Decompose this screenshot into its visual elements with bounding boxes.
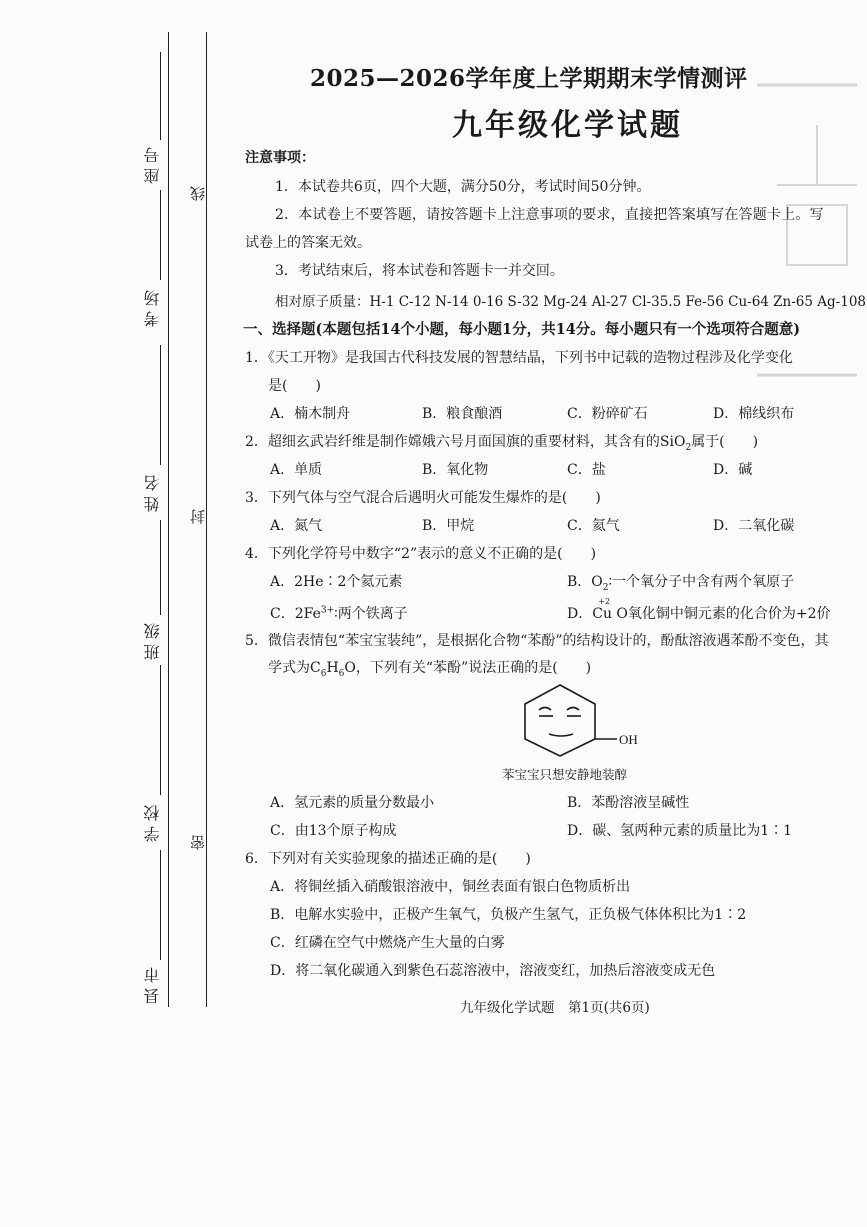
q4-option-d-text: O氧化铜中铜元素的化合价为+2价 (611, 606, 831, 622)
q4-option-c (270, 603, 408, 623)
seal-mark-secret: 密 (187, 832, 205, 853)
field-line-room (160, 190, 161, 280)
q2-stem-tail: 属于( ) (691, 434, 759, 450)
field-label-seat: 座号 (143, 142, 162, 184)
oh-label: OH (619, 732, 638, 747)
q5-formula-c-sub: 6 (320, 668, 327, 679)
q4-stem: 4．下列化学符号中数字“2”表示的意义不正确的是( ) (245, 546, 597, 562)
page-footer: 九年级化学试题 第1页(共6页) (460, 1000, 650, 1016)
q5-formula-h: H (326, 660, 339, 676)
exam-subtitle: 九年级化学试题 (452, 108, 683, 143)
q4-option-d-valence: +2 (598, 597, 611, 606)
q3-option-d: D．二氧化碳 (713, 518, 795, 534)
q4-option-b-sub: 2 (602, 582, 609, 593)
field-line-class (160, 520, 161, 615)
q4-option-d-cu: Cu (592, 606, 612, 622)
field-line-county (160, 850, 161, 960)
q6-option-b: B．电解水实验中，正极产生氧气，负极产生氢气，正负极气体体积比为1∶2 (270, 907, 747, 923)
field-label-class: 班级 (143, 618, 162, 660)
q5-option-c: C．由13个原子构成 (270, 823, 397, 839)
note-item-2: 2．本试卷上不要答题，请按答题卡上注意事项的要求，直接把答案填写在答题卡上。写 (275, 207, 824, 223)
q5-stem-line1: 5．微信表情包“苯宝宝装纯”，是根据化合物“苯酚”的结构设计的，酚酞溶液遇苯酚不变色，其 (245, 633, 829, 649)
q5-formula-h-sub: 6 (338, 668, 345, 679)
q6-option-c: C．红磷在空气中燃烧产生大量的白雾 (270, 935, 505, 951)
q3-stem: 3．下列气体与空气混合后遇明火可能发生爆炸的是( ) (245, 490, 601, 506)
q5-option-b: B．苯酚溶液呈碱性 (567, 795, 690, 811)
q2-option-b: B．氧化物 (422, 462, 489, 478)
atomic-masses: 相对原子质量：H-1 C-12 N-14 0-16 S-32 Mg-24 Al-27 Cl-35.5 Fe-56 Cu-64 Zn-65 Ag-108 (275, 294, 866, 310)
q4-option-b-label: B．O (567, 574, 603, 590)
left-eye (539, 708, 551, 711)
note-item-2-cont: 试卷上的答案无效。 (245, 235, 371, 251)
q2-stem-sub: 2 (685, 442, 692, 453)
field-label-name: 姓名 (143, 470, 162, 512)
seal-mark-line: 线 (187, 183, 205, 204)
q4-option-b-text: ∶一个氧分子中含有两个氧原子 (608, 574, 795, 590)
q6-option-a: A．将铜丝插入硝酸银溶液中，铜丝表面有银白色物质析出 (270, 879, 631, 895)
exam-title: 2025—2026学年度上学期期末学情测评 (310, 65, 748, 92)
q1-option-b: B．粮食酿酒 (422, 406, 503, 422)
q1-option-a: A．楠木制舟 (270, 406, 351, 422)
q1-option-c: C．粉碎矿石 (567, 406, 648, 422)
q5-stem-tail: O，下列有关“苯酚”说法正确的是( ) (344, 660, 592, 676)
q5-stem-line2 (268, 657, 591, 679)
q4-option-c-sup: 3+ (320, 605, 335, 616)
q4-option-c-label: C．2Fe (270, 606, 321, 622)
q5-option-a: A．氢元素的质量分数最小 (270, 795, 435, 811)
q2-stem (245, 431, 758, 453)
q1-option-d: D．棉线织布 (713, 406, 795, 422)
q2-option-d: D．碱 (713, 462, 753, 478)
q4-option-d-label: D． (567, 606, 593, 622)
right-eye (567, 708, 579, 711)
field-line-seat (160, 52, 161, 140)
q4-option-a: A．2He∶2个氦元素 (270, 574, 403, 590)
q5-formula-c: 学式为C (268, 660, 321, 676)
q6-option-d: D．将二氧化碳通入到紫色石蕊溶液中，溶液变红，加热后溶液变成无色 (270, 963, 716, 979)
field-label-county: 县市 (143, 962, 162, 1004)
notes-heading: 注意事项： (245, 150, 315, 166)
q4-option-b (567, 571, 794, 593)
q4-option-c-text: ∶两个铁离子 (334, 606, 408, 622)
field-line-school (160, 665, 161, 795)
q3-option-c: C．氦气 (567, 518, 620, 534)
q2-stem-text: 2．超细玄武岩纤维是制作嫦娥六号月面国旗的重要材料，其含有的SiO (245, 434, 686, 450)
field-label-school: 学校 (143, 800, 162, 842)
benzene-ring (525, 685, 595, 756)
field-line-name (160, 345, 161, 465)
margin-rule-left (168, 32, 169, 1007)
q6-stem: 6．下列对有关实验现象的描述正确的是( ) (245, 851, 531, 867)
q4-option-d (567, 597, 831, 623)
field-label-room: 考场 (143, 285, 162, 327)
q2-option-c: C．盐 (567, 462, 606, 478)
q2-option-a: A．单质 (270, 462, 323, 478)
bleed-through-image (747, 55, 867, 425)
section-heading: 一、选择题(本题包括14个小题，每小题1分，共14分。每小题只有一个选项符合题意) (243, 321, 801, 338)
phenol-structure-diagram (515, 680, 665, 760)
mouth (549, 734, 573, 736)
q1-stem-line2: 是( ) (268, 378, 321, 394)
diagram-caption: 苯宝宝只想安静地装醇 (502, 767, 628, 782)
q1-stem-line1: 1．《天工开物》是我国古代科技发展的智慧结晶，下列书中记载的造物过程涉及化学变化 (245, 350, 793, 366)
seal-mark-seal: 封 (187, 506, 205, 527)
note-item-1: 1．本试卷共6页，四个大题，满分50分，考试时间50分钟。 (275, 179, 651, 195)
q3-option-b: B．甲烷 (422, 518, 475, 534)
note-item-3: 3．考试结束后，将本试卷和答题卡一并交回。 (275, 263, 564, 279)
q3-option-a: A．氮气 (270, 518, 323, 534)
q5-option-d: D．碳、氢两种元素的质量比为1∶1 (567, 823, 793, 839)
